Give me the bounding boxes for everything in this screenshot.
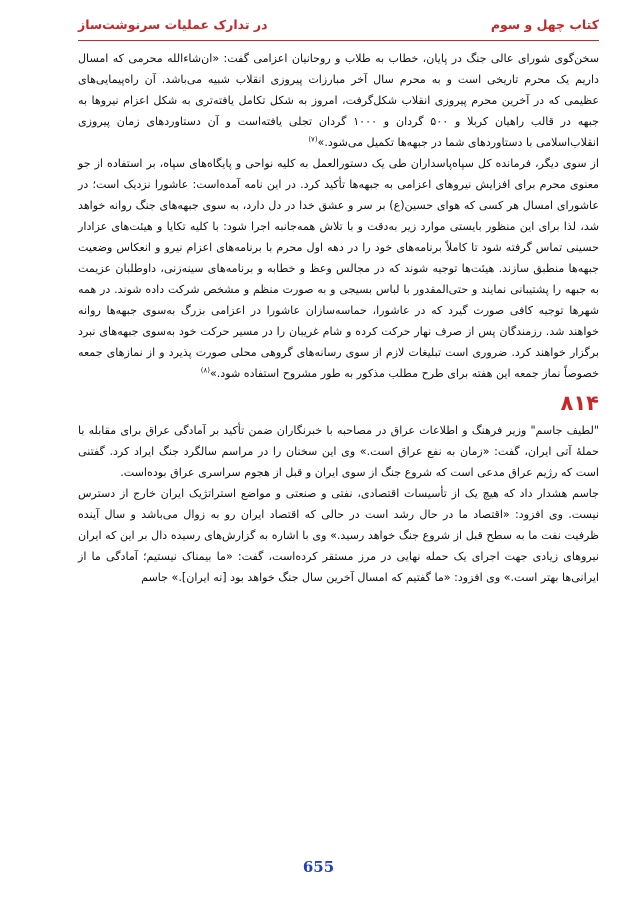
paragraph: جاسم هشدار داد که هیچ یک از تأسیسات اقتصادی، نفتی و صنعتی و مواضع استراتژیک ایران خارج از دسترس نیست. وی افزود: «اقتصاد ما در حال رشد است در حالی که اقتصاد ایران رو به زوال می‌باشد و سال آینده ظرفیت نفت ما به سطح قبل از شروع جنگ خواهد رسید.» وی با اشاره به گزارش‌های رسیده دال بر این که ایران نیروهای زیادی جهت اجرای یک حمله نهایی در مرز مستقر کرده‌است، گفت: «ما بیمناک نیستیم؛ آمادگی ما از ایرانی‌ها بهتر است.» وی افزود: «ما گفتیم که امسال آخرین سال جنگ خواهد بود [نه ایران].» جاسم (78, 487, 599, 584)
paragraph: "لطیف جاسم" وزیر فرهنگ و اطلاعات عراق در مصاحبه با خبرنگاران ضمن تأکید بر آمادگی عراق برای مقابله با حملهٔ آتی ایران، گفت: «زمان به نفع عراق است.» وی این سخنان را در مراسم سالگرد جنگ ایراد کرد. گفتنی است که رژیم عراق مدعی است که شروع جنگ از سوی ایران و قبل از هجوم سراسری عراق بوده‌است. (78, 424, 599, 479)
footnote-mark: (۸) (200, 366, 210, 375)
entry-number: ۸۱۴ (560, 391, 599, 415)
running-header (78, 10, 599, 38)
header-divider (78, 40, 599, 41)
paragraph: از سوی دیگر، فرمانده کل سپاه‌پاسداران طی یک دستورالعمل به کلیه نواحی و پایگاه‌های سپاه، بر استفاده از جو معنوی محرم برای افزایش نیروهای اعزامی به جبهه‌ها تأکید کرد. در این نامه آمده‌است: عاشورا نزدیک است؛ در عاشورای امسال هر کسی که هوای حسین(ع) بر سر و عشق خدا در دل دارد، به سوی جبهه‌های جنگ روانه خواهد شد، لذا برای این منظور بایستی موارد زیر به‌دقت و با تلاش همه‌جانبه اجرا شود: با کلیه تکایا و هیئت‌های عزادار حسینی تماس گرفته شود تا کاملاً برنامه‌های خود را در دهه اول محرم با برنامه‌های اعزام نیرو و انعکاس وضعیت جبهه‌ها منطبق سازند. هیئت‌ها توجیه شوند که در مجالس وعظ و خطابه و برنامه‌های سینه‌زنی، داوطلبان عزیمت به جبهه را پشتیبانی نمایند و حتی‌المقدور با لباس بسیجی و به صورت منظم و مشخص شرکت داده شوند. در همه شهرها توجیه کافی صورت گیرد که در عاشورا، حماسه‌سازان عاشورا در اعزامی بزرگ به‌سوی جبهه‌ها روانه خواهند شد. رزمندگان پس از صرف نهار حرکت کرده و شام غریبان را در مسیر حرکت خود به‌سوی جبهه‌های نبرد برگزار خواهند کرد. ضروری است تبلیغات لازم از سوی رسانه‌های گروهی محلی صورت پذیرد و از نمازهای جمعه خصوصاً نماز جمعه این هفته برای طرح مطلب مذکور به طور مشروح استفاده شود.»$^{(۸)}$ (78, 157, 599, 380)
book-title: کتاب چهل و سوم (490, 16, 599, 32)
paragraph: سخن‌گوی شورای عالی جنگ در پایان، خطاب به طلاب و روحانیان اعزامی گفت: «ان‌شاءالله محرمی که امسال داریم یک محرم تاریخی است و به محرم سال آخر مبارزات پیروزی انقلاب شبیه می‌باشد. آن راه‌پیمایی‌های عظیمی که در آخرین محرم پیروزی انقلاب شکل‌گرفت، امروز به شکل تکامل یافته‌تری به شکل اعزام نیروها به جبهه در قالب راهیان کربلا و ۵۰۰ گردان و ۱۰۰۰ گردان تجلی یافته‌است و آن دستاوردهای زمان پیروزی انقلاب‌اسلامی با دستاوردهای شما در جبهه‌ها تکمیل می‌شود.»$^{(۷)}$ (78, 52, 599, 149)
footnote-mark: (۷) (308, 135, 318, 144)
main-text (78, 48, 599, 588)
book-subtitle: در تدارک عملیات سرنوشت‌ساز (78, 16, 268, 32)
page-number: 655 (302, 858, 335, 876)
